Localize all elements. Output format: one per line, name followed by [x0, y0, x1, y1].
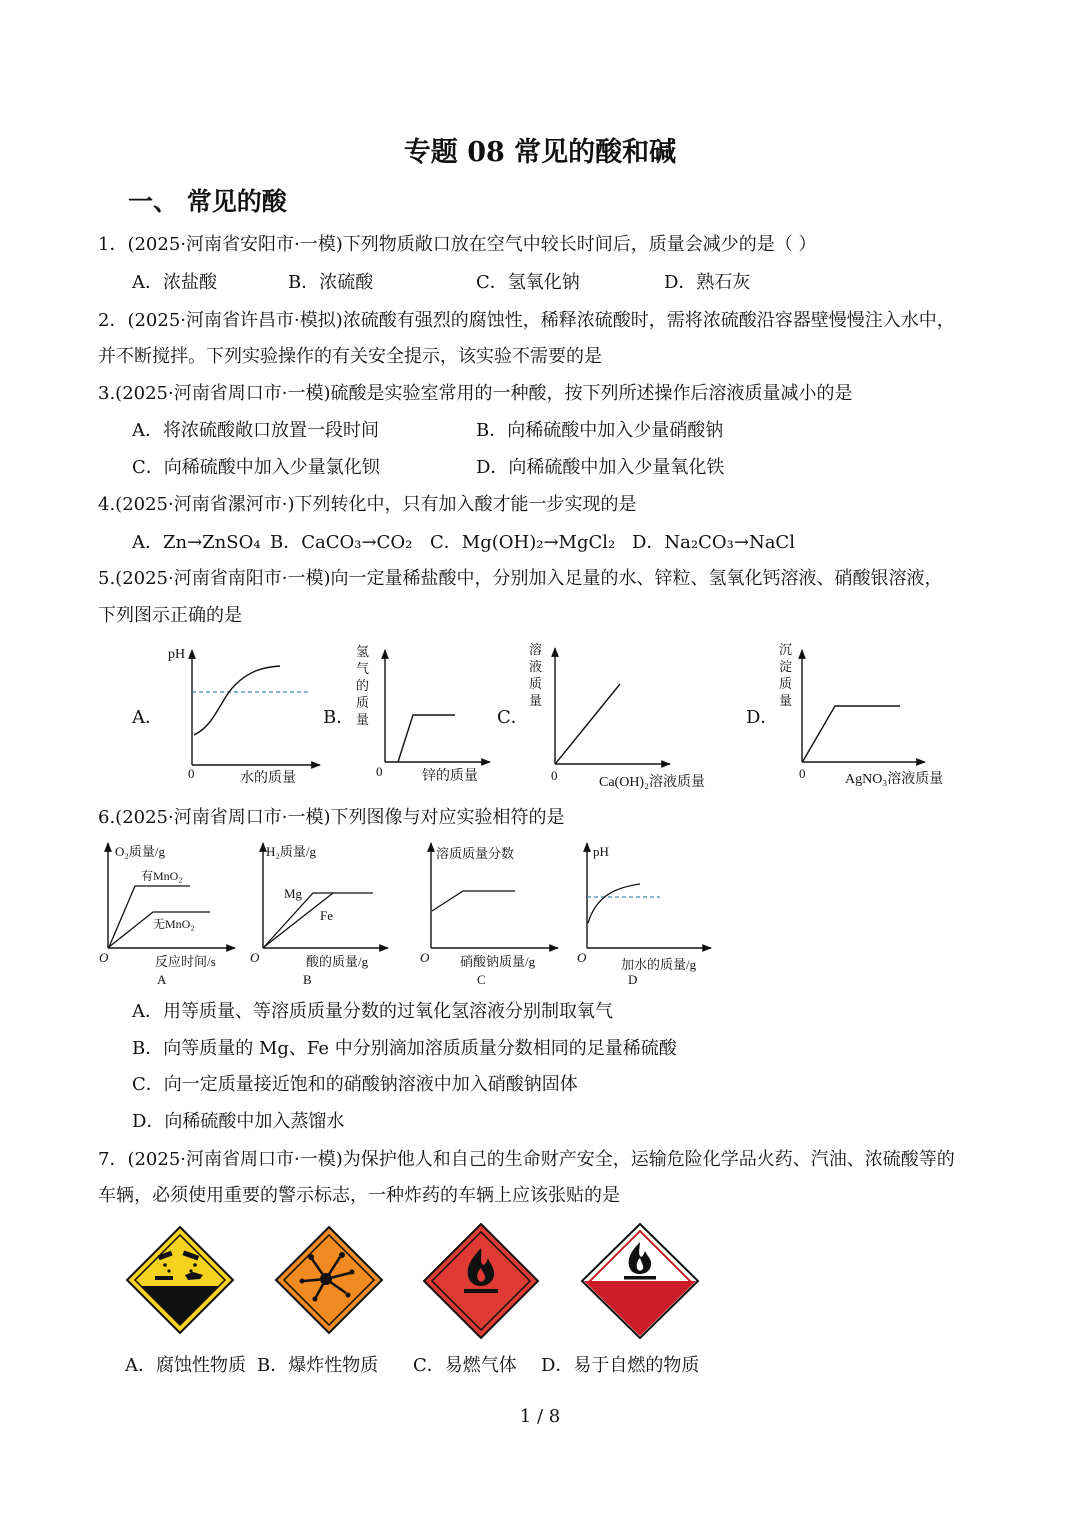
q3-option-b: B．向稀硫酸中加入少量硝酸钠 [476, 420, 724, 441]
question-6-stem: 6.(2025·河南省周口市·一模)下列图像与对应实验相符的是 [98, 807, 565, 828]
q5-b-ylabel-2: 气 [356, 661, 370, 676]
q5-a-origin: 0 [188, 766, 195, 781]
q5-graph-c [525, 638, 730, 794]
q6-graph-a [95, 838, 245, 988]
spontaneous-combustion-sign-icon [580, 1222, 700, 1340]
q6-b-xlabel: 酸的质量/g [306, 954, 369, 969]
section-heading: 一、 常见的酸 [128, 187, 287, 216]
q5-graph-a [160, 640, 330, 790]
q5-graph-c-letter: C． [497, 707, 529, 728]
question-2-stem-line-2: 并不断搅拌。下列实验操作的有关安全提示，该实验不需要的是 [98, 346, 602, 367]
q5-graph-a-letter: A． [132, 707, 163, 728]
question-5-stem-line-2: 下列图示正确的是 [98, 605, 242, 626]
q6-graph-b [248, 838, 398, 988]
q4-option-b: B．CaCO₃→CO₂ [270, 532, 413, 553]
q6-d-caption: D [628, 972, 638, 987]
q5-graph-b [350, 640, 510, 790]
q6-b-caption: B [303, 972, 312, 987]
q6-graph-d [575, 838, 725, 988]
q4-option-c: C．Mg(OH)₂→MgCl₂ [430, 532, 616, 553]
corrosive-sign-icon [125, 1225, 235, 1335]
q5-b-ylabel-1: 氢 [356, 644, 370, 659]
q6-option-b: B．向等质量的 Mg、Fe 中分别滴加溶质质量分数相同的足量稀硫酸 [132, 1038, 677, 1059]
q6-c-caption: C [477, 972, 486, 987]
q5-c-ylabel-4: 量 [529, 693, 543, 708]
q3-option-c: C．向稀硫酸中加入少量氯化钡 [132, 457, 380, 478]
q5-a-xlabel: 水的质量 [240, 771, 296, 786]
q6-b-label-mg: Mg [284, 886, 303, 901]
question-4-stem: 4.(2025·河南省漯河市·)下列转化中，只有加入酸才能一步实现的是 [98, 494, 637, 515]
q5-d-ylabel-4: 量 [779, 693, 793, 708]
q6-a-origin: O [99, 950, 109, 965]
q5-c-origin: 0 [551, 768, 558, 783]
q6-graph-c [418, 838, 568, 988]
q5-d-ylabel-1: 沉 [779, 642, 793, 657]
q6-option-c: C．向一定质量接近饱和的硝酸钠溶液中加入硝酸钠固体 [132, 1074, 578, 1095]
q6-a-label-without: 无MnO₂ [153, 917, 195, 931]
q1-option-c: C．氢氧化钠 [476, 272, 580, 293]
question-3-stem: 3.(2025·河南省周口市·一模)硫酸是实验室常用的一种酸，按下列所述操作后溶液质量减小的是 [98, 383, 853, 404]
q5-b-ylabel-5: 量 [356, 712, 370, 727]
q5-d-ylabel-2: 淀 [779, 659, 793, 674]
q5-c-ylabel-1: 溶 [529, 642, 543, 657]
q3-option-a: A．将浓硫酸敞口放置一段时间 [132, 420, 379, 441]
q5-c-ylabel-2: 液 [529, 659, 543, 674]
q7-option-c: C．易燃气体 [413, 1355, 517, 1376]
q5-d-origin: 0 [799, 766, 806, 781]
q4-option-a: A．Zn→ZnSO₄ [132, 532, 261, 553]
q5-b-xlabel: 锌的质量 [422, 769, 478, 784]
q6-c-xlabel: 硝酸钠质量/g [460, 954, 536, 969]
question-2-stem-line-1: 2．(2025·河南省许昌市·模拟)浓硫酸有强烈的腐蚀性，稀释浓硫酸时，需将浓硫酸沿容器壁慢慢注入水中， [98, 310, 955, 331]
q6-b-label-fe: Fe [320, 908, 333, 923]
flammable-gas-sign-icon [422, 1222, 540, 1340]
q6-d-origin: O [577, 950, 587, 965]
q5-graph-b-letter: B． [323, 707, 355, 728]
q6-a-caption: A [157, 972, 167, 987]
q5-graph-d-letter: D． [746, 707, 779, 728]
q5-a-ylabel: pH [168, 647, 186, 662]
q6-a-ylabel: O₂质量/g [115, 844, 166, 859]
q5-b-ylabel-3: 的 [356, 678, 370, 693]
q1-option-a: A．浓盐酸 [132, 272, 217, 293]
q3-option-d: D．向稀硫酸中加入少量氧化铁 [476, 457, 725, 478]
q1-option-d: D．熟石灰 [664, 272, 751, 293]
q1-option-b: B．浓硫酸 [288, 272, 374, 293]
q6-b-ylabel: H₂质量/g [266, 844, 317, 859]
q6-c-origin: O [420, 950, 430, 965]
q5-c-xlabel: Ca(OH)₂溶液质量 [599, 775, 705, 790]
q4-option-d: D．Na₂CO₃→NaCl [632, 532, 795, 553]
question-7-stem-line-2: 车辆，必须使用重要的警示标志，一种炸药的车辆上应该张贴的是 [98, 1185, 620, 1206]
q6-b-origin: O [250, 950, 260, 965]
q5-c-ylabel-3: 质 [529, 676, 543, 691]
q6-a-label-with: 有MnO₂ [141, 869, 183, 883]
q6-a-xlabel: 反应时间/s [155, 954, 216, 969]
q5-graph-d [775, 640, 975, 792]
q7-option-d: D．易于自燃的物质 [541, 1355, 700, 1376]
q6-d-ylabel: pH [593, 844, 609, 859]
q7-option-a: A．腐蚀性物质 [125, 1355, 246, 1376]
page-title: 专题 08 常见的酸和碱 [403, 137, 677, 168]
q7-option-b: B．爆炸性物质 [257, 1355, 379, 1376]
q5-b-ylabel-4: 质 [356, 695, 370, 710]
q6-c-ylabel: 溶质质量分数 [436, 846, 515, 861]
question-5-stem-line-1: 5.(2025·河南省南阳市·一模)向一定量稀盐酸中，分别加入足量的水、锌粒、氢氧化钙溶液、硝酸银溶液， [98, 568, 943, 589]
q6-option-d: D．向稀硫酸中加入蒸馏水 [132, 1111, 345, 1132]
q6-option-a: A．用等质量、等溶质质量分数的过氧化氢溶液分别制取氧气 [132, 1001, 613, 1022]
page-number: 1 / 8 [519, 1406, 561, 1427]
q6-d-xlabel: 加水的质量/g [621, 957, 697, 972]
question-1-stem: 1．(2025·河南省安阳市·一模)下列物质敞口放在空气中较长时间后，质量会减少的是（ ） [98, 234, 817, 255]
q5-d-ylabel-3: 质 [779, 676, 793, 691]
q5-b-origin: 0 [376, 764, 383, 779]
explosive-sign-icon [274, 1225, 384, 1335]
question-7-stem-line-1: 7．(2025·河南省周口市·一模)为保护他人和自己的生命财产安全，运输危险化学品火药、汽油、浓硫酸等的 [98, 1149, 955, 1170]
q5-d-xlabel: AgNO₃溶液质量 [845, 772, 944, 787]
